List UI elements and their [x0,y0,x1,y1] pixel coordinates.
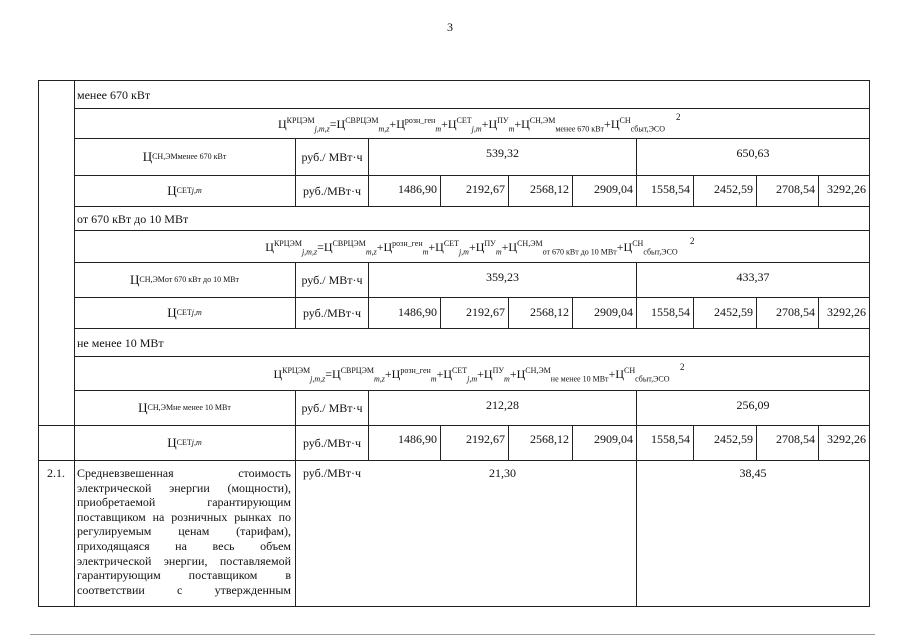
set-symbol: Ц СЕТ j,m [167,435,202,450]
unit-cell: руб./ МВт·ч [301,401,363,415]
footnote-marker: 2 [680,362,685,372]
sn-em-symbol: Ц СН,ЭМ не менее 10 МВт [138,400,231,415]
sn-value-right: 433,37 [736,270,770,284]
sn-value-left: 539,32 [486,146,519,160]
formula-lhs: $Ц^{КРЦЭМ}_{j,m,z}$ [265,238,318,256]
set-value: 3292,26 [827,305,866,319]
set-value: 2708,54 [776,432,815,446]
set-value: 2452,59 [714,305,753,319]
sn-value-left: 359,23 [486,270,519,284]
set-value: 3292,26 [827,432,866,446]
set-value: 1558,54 [651,182,690,196]
formula-lhs: $Ц^{КРЦЭМ}_{j,m,z}$ [273,365,326,383]
sn-value-right: 256,09 [736,398,770,412]
formula-term: $Ц^{СЕТ}_{j,m}$ [435,238,469,256]
formula-row: $Ц^{КРЦЭМ}_{j,m,z}$ = $Ц^{СВРЦЭМ}_{m,z}$ + $Ц^{розн\_ген}_m$ + $Ц^{СЕТ}_{j,m}$ + $Ц^{ПУ}_m$ + $Ц^{СН,ЭМ}_{менее 670 кВт}$ + $Ц^{СН}_{сбыт,ЭСО}$ [278,115,665,133]
formula-term: $Ц^{СН}_{сбыт,ЭСО}$ [623,238,678,256]
formula-term: $Ц^{розн\_ген}_m$ [396,115,442,133]
set-value: 3292,26 [827,182,866,196]
group-heading: не менее 10 МВт [77,335,164,350]
formula-lhs: $Ц^{КРЦЭМ}_{j,m,z}$ [278,115,330,133]
row-value-left: 21,30 [489,466,516,480]
formula-row: $Ц^{КРЦЭМ}_{j,m,z}$ = $Ц^{СВРЦЭМ}_{m,z}$ + $Ц^{розн\_ген}_m$ + $Ц^{СЕТ}_{j,m}$ + $Ц^{ПУ}_m$ + $Ц^{СН,ЭМ}_{не менее 10 МВт}$ + $Ц^{СН}_{сбыт,ЭСО}$ [273,365,670,383]
sn-value-left: 212,28 [486,398,519,412]
row-value-right: 38,45 [739,466,767,480]
set-symbol: Ц СЕТ j,m [167,183,202,198]
formula-term: $Ц^{СН,ЭМ}_{менее 670 кВт}$ [521,115,605,133]
unit-cell: руб./МВт·ч [302,466,362,480]
formula-term: $Ц^{СЕТ}_{j,m}$ [447,115,482,133]
formula-term: $Ц^{СН}_{сбыт,ЭСО}$ [615,365,670,383]
formula-term: $Ц^{СВРЦЭМ}_{m,z}$ [336,115,390,133]
formula-term: $Ц^{СН,ЭМ}_{от 670 кВт до 10 МВт}$ [508,238,617,256]
set-value: 1486,90 [398,182,437,196]
set-value: 1558,54 [651,432,690,446]
formula-term: $Ц^{СВРЦЭМ}_{m,z}$ [332,365,385,383]
footnote-marker: 2 [676,112,681,122]
set-value: 2192,67 [466,182,505,196]
row-description: Средневзвешенная стоимость электрической энергии (мощности), приобретаемой гарантирующим поставщиком на розничных рынках по регулируемым ценам (тарифам), приходящаяся на весь объем электрической энергии, поставляемой гарантирующим поставщиком в соответствии с утвержденным [77,466,291,597]
group-heading: от 670 кВт до 10 МВт [77,211,189,226]
formula-term: $Ц^{СВРЦЭМ}_{m,z}$ [323,238,377,256]
page-number: 3 [447,20,453,34]
set-value: 2708,54 [776,182,815,196]
sn-em-symbol: Ц СН,ЭМ от 670 кВт до 10 МВт [129,272,240,287]
set-value: 2909,04 [594,182,633,196]
formula-term: $Ц^{ПУ}_m$ [483,365,510,383]
formula-term: $Ц^{розн\_ген}_m$ [383,238,429,256]
unit-cell: руб./МВт·ч [302,436,362,450]
unit-cell: руб./ МВт·ч [301,273,363,287]
unit-cell: руб./МВт·ч [302,306,362,320]
formula-term: $Ц^{розн\_ген}_m$ [391,365,437,383]
set-value: 2708,54 [776,305,815,319]
row-number: 2.1. [47,466,65,480]
set-value: 1558,54 [651,305,690,319]
set-value: 1486,90 [398,305,437,319]
unit-cell: руб./ МВт·ч [301,150,363,164]
unit-cell: руб./МВт·ч [302,184,362,198]
set-value: 2568,12 [530,305,569,319]
set-value: 2192,67 [466,432,505,446]
set-value: 2452,59 [714,432,753,446]
set-value: 2909,04 [594,305,633,319]
set-symbol: Ц СЕТ j,m [167,305,202,320]
formula-term: $Ц^{ПУ}_m$ [475,238,502,256]
sn-em-symbol: Ц СН,ЭМ менее 670 кВт [142,149,227,164]
formula-row: $Ц^{КРЦЭМ}_{j,m,z}$ = $Ц^{СВРЦЭМ}_{m,z}$ + $Ц^{розн\_ген}_m$ + $Ц^{СЕТ}_{j,m}$ + $Ц^{ПУ}_m$ + $Ц^{СН,ЭМ}_{от 670 кВт до 10 МВт}$ + $Ц^{СН}_{сбыт,ЭСО}$ [265,238,678,256]
formula-term: $Ц^{СН,ЭМ}_{не менее 10 МВт}$ [516,365,609,383]
formula-term: $Ц^{ПУ}_m$ [488,115,515,133]
sn-value-right: 650,63 [736,146,770,160]
set-value: 1486,90 [398,432,437,446]
set-value: 2568,12 [530,432,569,446]
set-value: 2452,59 [714,182,753,196]
formula-term: $Ц^{СН}_{сбыт,ЭСО}$ [610,115,665,133]
set-value: 2568,12 [530,182,569,196]
footnote-marker: 2 [690,236,695,246]
group-heading: менее 670 кВт [77,87,151,102]
formula-term: $Ц^{СЕТ}_{j,m}$ [443,365,478,383]
set-value: 2909,04 [594,432,633,446]
set-value: 2192,67 [466,305,505,319]
